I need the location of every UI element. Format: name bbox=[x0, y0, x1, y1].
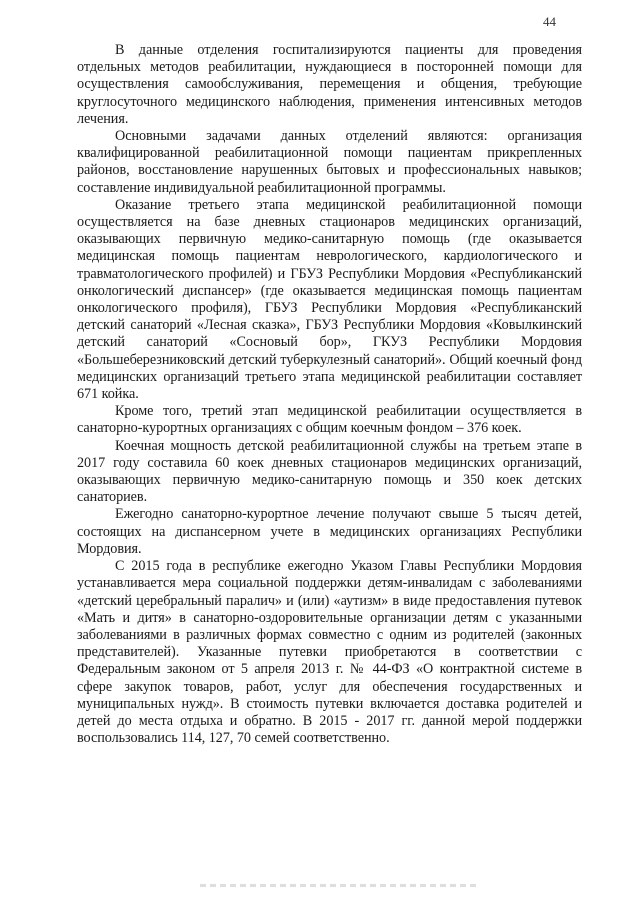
paragraph-children-capacity: Коечная мощность детской реабилитационной службы на третьем этапе в 2017 году составила 60 коек дневных стационаров медицинских организаций, оказывающих первичную медико-санитарную помощь и 350 коек детских санаториев. bbox=[77, 437, 582, 506]
paragraph-third-stage: Оказание третьего этапа медицинской реабилитационной помощи осуществляется на базе дневных стационаров медицинских организаций, оказывающих первичную медико-санитарную помощь (где оказывается медицинская помощь пациентам неврологического, кардиологического и травматологического профилей) и ГБУЗ Республики Мордовия «Республиканский онкологический диспансер» (где оказывается медицинская помощь пациентам онкологического профиля), ГБУЗ Республики Мордовия «Республиканский детский санаторий «Лесная сказка», ГБУЗ Республики Мордовия «Ковылкинский детский санаторий «Сосновый бор», ГКУЗ Республики Мордовия «Большеберезниковский детский туберкулезный санаторий». Общий коечный фонд медицинских организаций третьего этапа медицинской реабилитации составляет 671 койка. bbox=[77, 196, 582, 403]
paragraph-hospitalization: В данные отделения госпитализируются пациенты для проведения отдельных методов реабилитации, нуждающиеся в посторонней помощи для осуществления самообслуживания, перемещения и общения, требующие круглосуточного медицинского наблюдения, применения интенсивных методов лечения. bbox=[77, 42, 582, 127]
paragraph-social-support: С 2015 года в республике ежегодно Указом Главы Республики Мордовия устанавливается мера социальной поддержки детям-инвалидам с заболеваниями «детский церебральный паралич» и (или) «аутизм» в виде предоставления путевок «Мать и дитя» в санаторно-оздоровительные организации детям с указанными заболеваниями в различных формах совместно с одним из родителей (законных представителей). Указанные путевки приобретаются в соответствии с Федеральным законом от 5 апреля 2013 г. № 44-ФЗ «О контрактной системе в сфере закупок товаров, работ, услуг для обеспечения государственных и муниципальных нужд». В стоимость путевки включается доставка родителей и детей до места отдыха и обратно. В 2015 - 2017 гг. данной мерой поддержки воспользовались 114, 127, 70 семей соответственно. bbox=[77, 558, 582, 747]
page-number: 44 bbox=[543, 14, 556, 29]
paragraph-department-tasks: Основными задачами данных отделений являются: организация квалифицированной реабилитационной помощи пациентам прикрепленных районов, восстановление нарушенных бытовых и профессиональных навыков; составление индивидуальной реабилитационной программы. bbox=[77, 128, 582, 196]
paragraph-sanatorium-stage: Кроме того, третий этап медицинской реабилитации осуществляется в санаторно-курортных организациях с общим коечным фондом – 376 коек. bbox=[77, 403, 582, 437]
scan-artifact bbox=[200, 884, 480, 887]
paragraph-children-treatment: Ежегодно санаторно-курортное лечение получают свыше 5 тысяч детей, состоящих на диспансерном учете в медицинских организациях Республики Мордовия. bbox=[77, 506, 582, 557]
document-body bbox=[77, 42, 582, 747]
